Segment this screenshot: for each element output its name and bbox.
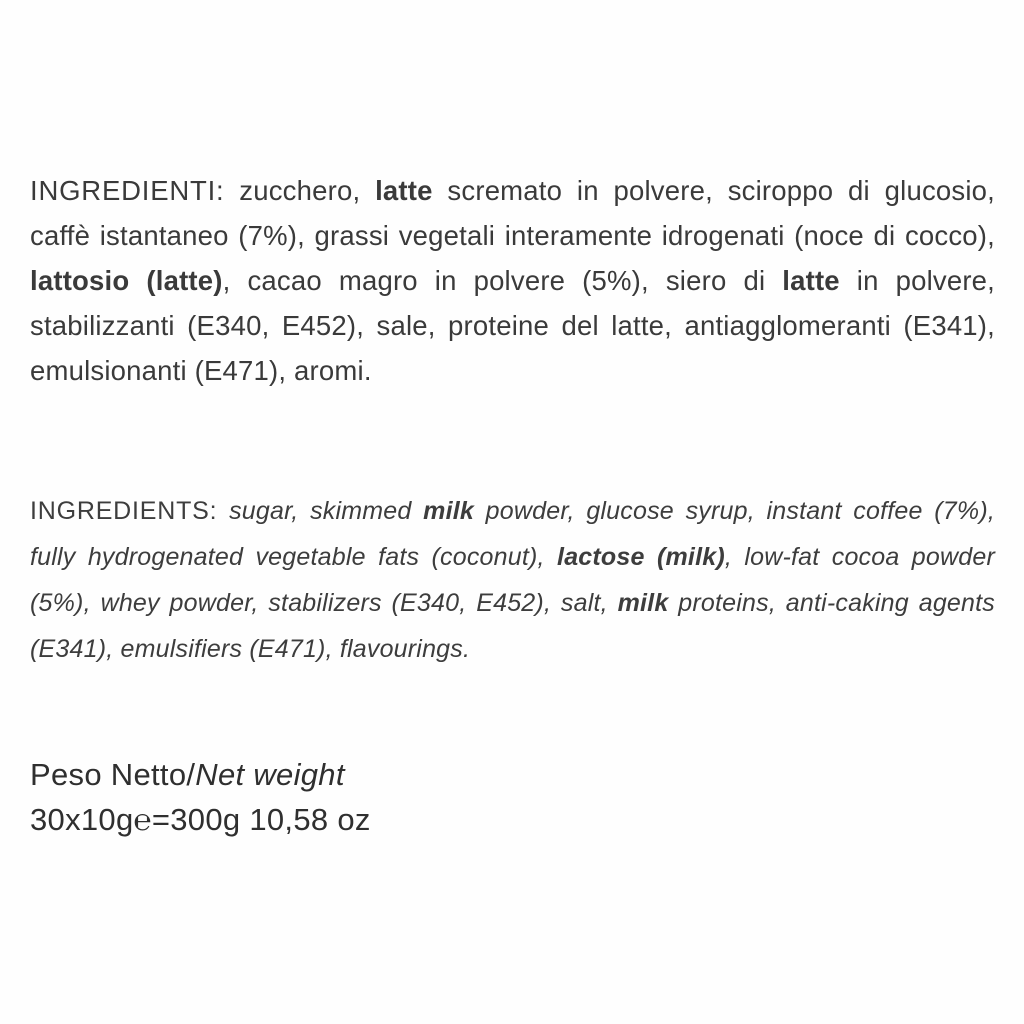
ingredients-english-seg-5: milk [617, 589, 669, 617]
ingredients-english-block [30, 488, 995, 672]
net-weight-value: 30x10g [30, 802, 134, 837]
net-weight-labels-line [30, 752, 995, 797]
ingredients-english-seg-4: , low-fat cocoa powder (5%), whey powder, stabilizers (E340, E452), salt, [30, 543, 996, 617]
net-weight-label-english: Net weight [195, 757, 345, 792]
ingredients-italian-seg-5: latte [782, 265, 840, 296]
net-weight-label-italian: Peso Netto [30, 757, 187, 792]
ingredients-italian-heading: INGREDIENTI: [30, 175, 225, 206]
ingredients-italian-seg-1: latte [375, 175, 433, 206]
ingredients-italian-seg-3: lattosio (latte) [30, 265, 223, 296]
net-weight-total: =300g [151, 802, 241, 837]
ingredients-italian-seg-2: scremato in polvere, sciroppo di glucosio, caffè istantaneo (7%), grassi vegetali interamente idrogenati (noce di cocco), [30, 175, 995, 251]
ingredients-english-seg-6: proteins, anti-caking agents (E341), emulsifiers (E471), flavourings. [30, 589, 995, 663]
ingredients-english-seg-3: lactose (milk) [557, 543, 725, 571]
net-weight-spacer [240, 802, 249, 837]
ingredients-italian-seg-0: zucchero, [224, 175, 376, 206]
ingredients-italian-seg-6: in polvere, stabilizzanti (E340, E452), sale, proteine del latte, antiagglomeranti (E341), emulsionanti (E471), aromi. [30, 265, 996, 386]
ingredients-italian-seg-4: , cacao magro in polvere (5%), siero di [222, 265, 783, 296]
net-weight-separator: / [186, 757, 196, 792]
ingredients-english-seg-1: milk [423, 497, 474, 525]
net-weight-imperial: 10,58 oz [249, 802, 371, 837]
ingredients-english-seg-2: powder, glucose syrup, instant coffee (7%), fully hydrogenated vegetable fats (coconut), [30, 497, 995, 571]
ingredients-italian-block [30, 168, 995, 393]
ingredients-english-seg-0: sugar, skimmed [217, 497, 424, 525]
estimated-sign-icon: ℮ [133, 804, 152, 837]
ingredients-italian-paragraph [30, 168, 995, 393]
ingredients-english-heading: INGREDIENTS: [30, 497, 218, 525]
ingredients-english-paragraph [30, 488, 995, 672]
net-weight-values-line [30, 797, 995, 843]
net-weight-block [30, 752, 995, 843]
